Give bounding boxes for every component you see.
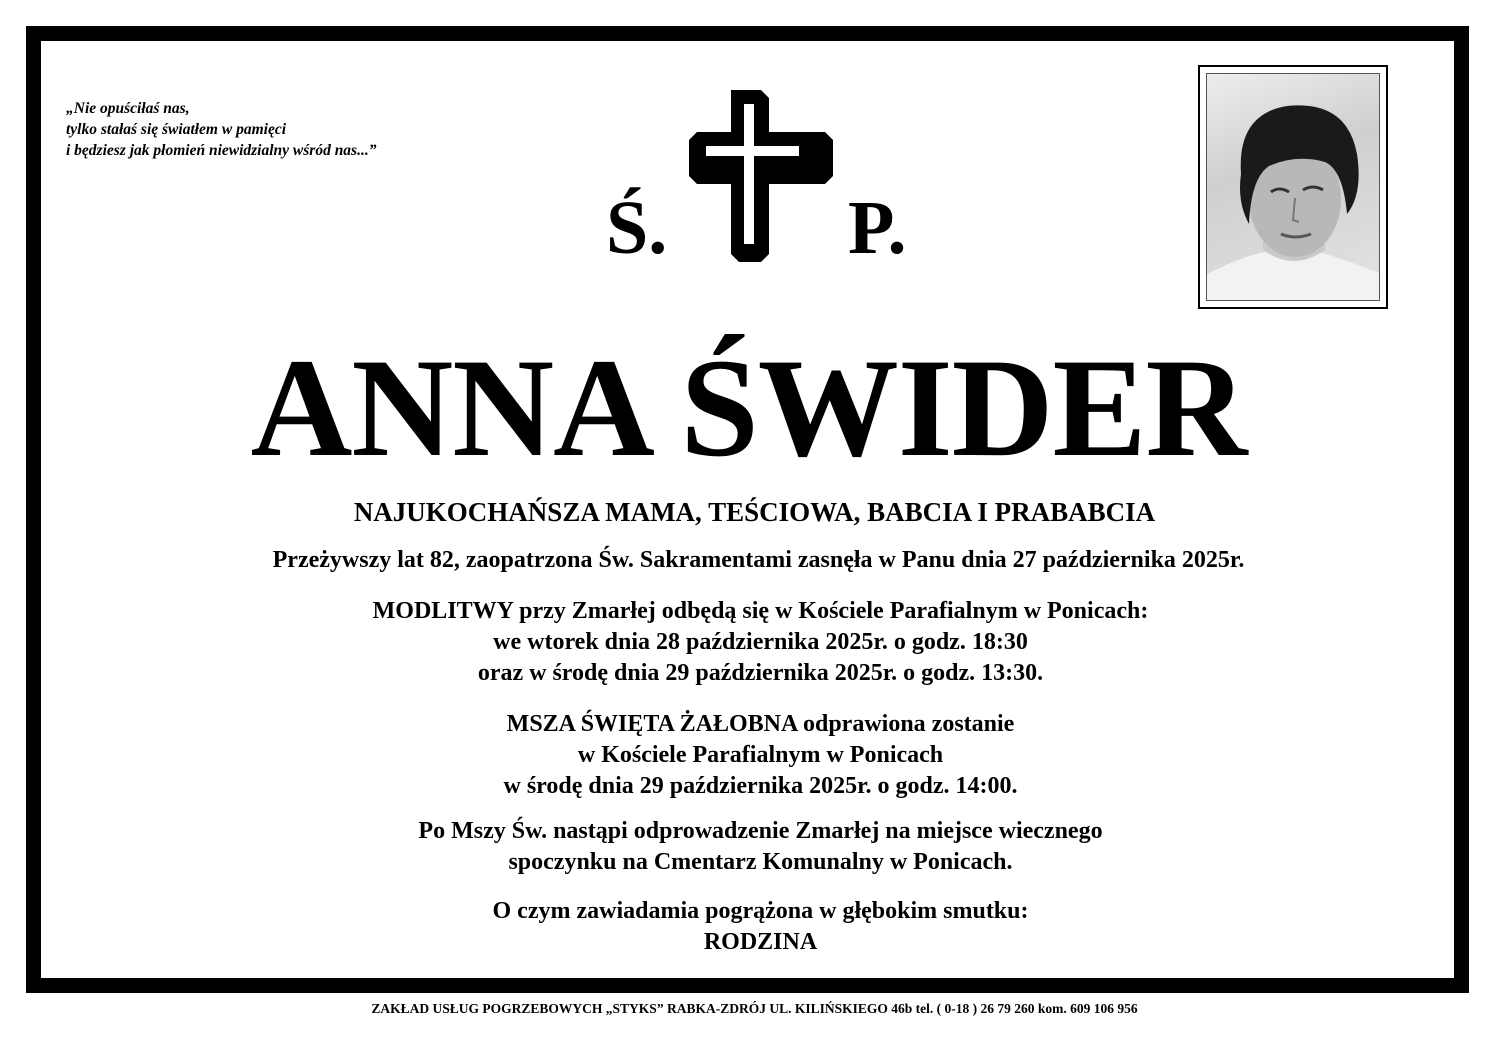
- deceased-title: NAJUKOCHAŃSZA MAMA, TEŚCIOWA, BABCIA I PRABABCIA: [353, 497, 1156, 527]
- closing-signature: RODZINA: [703, 929, 818, 955]
- memorial-quote: [66, 98, 376, 161]
- portrait-frame: [1198, 65, 1388, 309]
- quote-line-3: i będziesz jak płomień niewidzialny wśród nas...”: [66, 142, 377, 159]
- cross-icon: [689, 86, 835, 264]
- burial-line-1: Po Mszy Św. nastąpi odprowadzenie Zmarłej na miejsce wiecznego: [418, 818, 1103, 844]
- mass-section: [12, 709, 1497, 802]
- quote-line-1: „Nie opuściłaś nas,: [66, 100, 190, 117]
- funeral-home-footer: ZAKŁAD USŁUG POGRZEBOWYCH „STYKS” RABKA-ZDRÓJ UL. KILIŃSKIEGO 46b tel. ( 0-18 ) 26 79 260 kom. 609 106 956: [371, 1001, 1138, 1016]
- prayers-line-2: we wtorek dnia 28 października 2025r. o godz. 18:30: [493, 629, 1028, 655]
- quote-line-2: tylko stałaś się światłem w pamięci: [66, 121, 287, 138]
- burial-section: [12, 816, 1497, 878]
- deceased-info: Przeżywszy lat 82, zaopatrzona Św. Sakramentami zasnęła w Panu dnia 27 października 2025r.: [272, 547, 1245, 573]
- prefix-right: P.: [848, 186, 907, 270]
- burial-line-2: spoczynku na Cmentarz Komunalny w Ponicach.: [508, 849, 1013, 875]
- prayers-line-1: MODLITWY przy Zmarłej odbędą się w Kościele Parafialnym w Ponicach:: [372, 598, 1149, 624]
- closing-line-1: O czym zawiadamia pogrążona w głębokim smutku:: [492, 898, 1029, 924]
- prayers-section: [12, 596, 1497, 689]
- prefix-left: Ś.: [606, 186, 668, 270]
- prayers-line-3: oraz w środę dnia 29 października 2025r. o godz. 13:30.: [477, 660, 1044, 686]
- deceased-name: ANNA ŚWIDER: [250, 330, 1247, 486]
- mass-line-1: MSZA ŚWIĘTA ŻAŁOBNA odprawiona zostanie: [506, 711, 1015, 737]
- mass-line-2: w Kościele Parafialnym w Ponicach: [577, 742, 944, 768]
- portrait-photo: [1206, 73, 1380, 301]
- closing-section: [12, 896, 1497, 958]
- mass-line-3: w środę dnia 29 października 2025r. o godz. 14:00.: [503, 773, 1018, 799]
